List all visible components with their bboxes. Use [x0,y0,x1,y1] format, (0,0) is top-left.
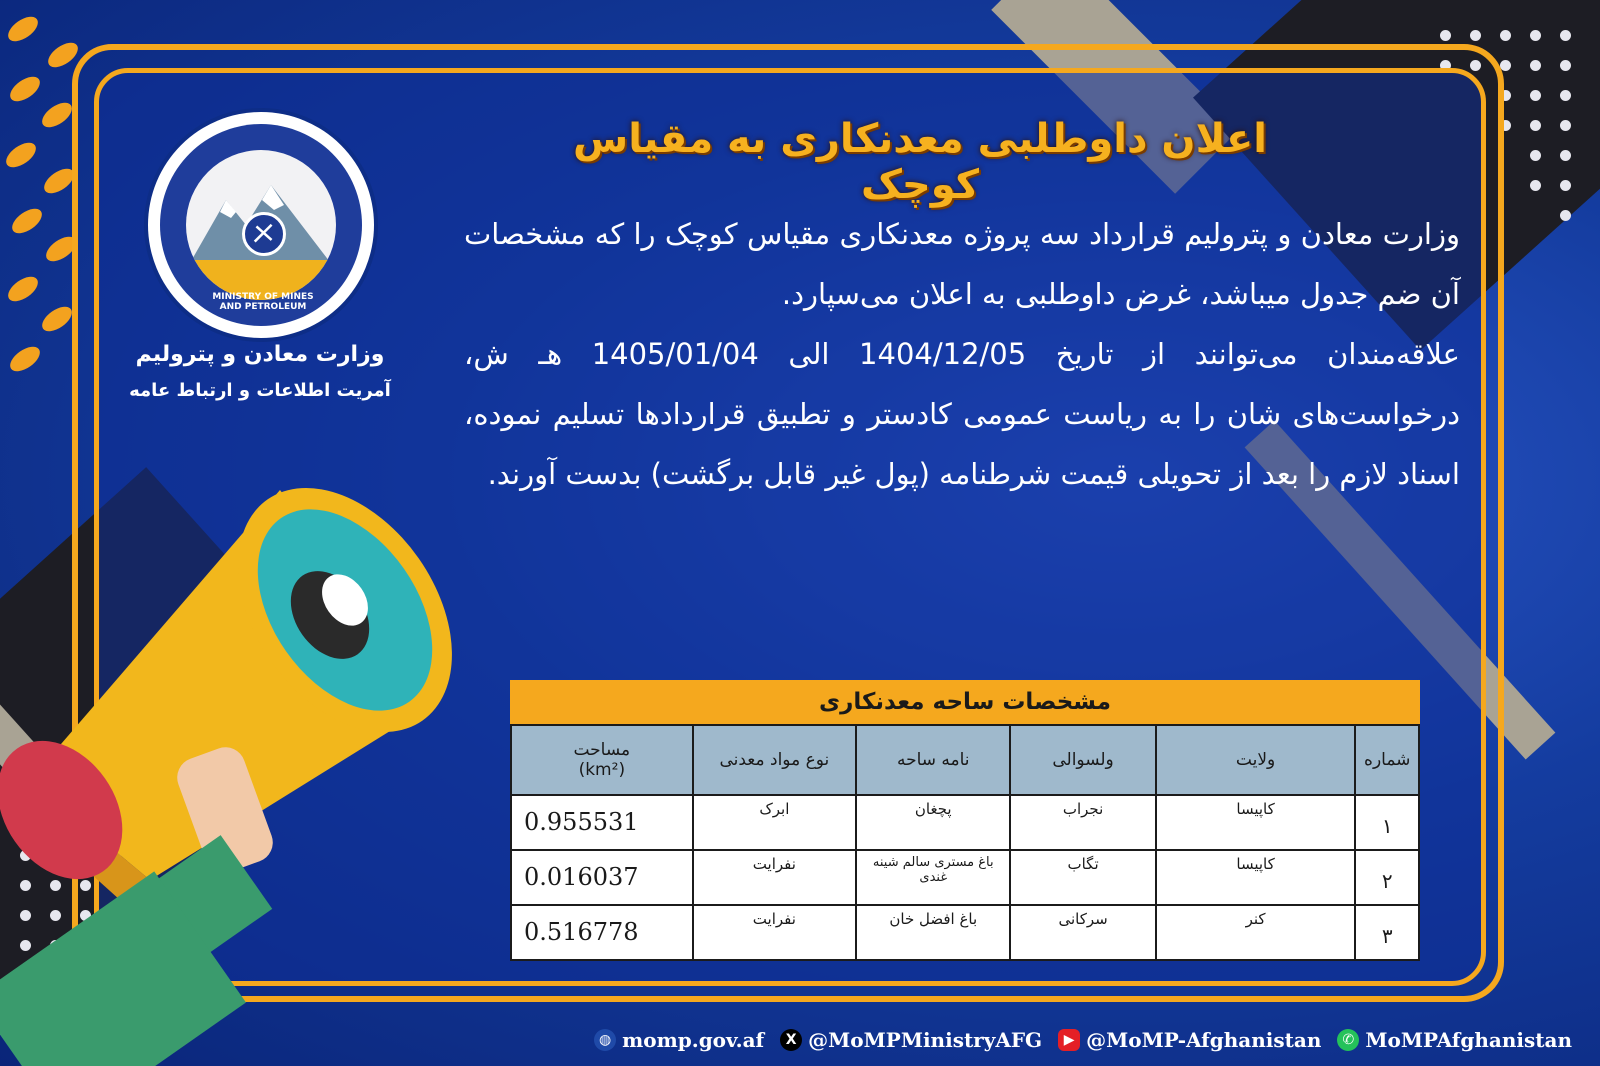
paragraph-1: وزارت معادن و پترولیم قرارداد سه پروژه معدنکاری مقیاس کوچک را که مشخصات آن ضم جدول میباشد، غرض داوطلبی به اعلان می‌سپارد. [464,217,1460,311]
megaphone-icon [0,450,470,1066]
website-text: momp.gov.af [622,1028,765,1052]
cell-area: 0.016037 [511,850,693,905]
social-footer [572,1022,1572,1058]
cell-district: تگاب [1010,850,1155,905]
col-site-name: نامه ساحه [856,725,1010,795]
x-handle-text: @MoMPMinistryAFG [808,1028,1043,1052]
logo-text-en: MINISTRY OF MINES AND PETROLEUM [212,292,314,312]
table-row [511,905,1419,960]
cell-district: سرکانی [1010,905,1155,960]
website-link[interactable] [594,1028,764,1052]
cell-mineral-type: نفرایت [693,905,856,960]
col-area-label: مساحت [573,740,631,760]
cell-number: ۲ [1355,850,1419,905]
table-row [511,850,1419,905]
mining-sites-table [510,680,1420,961]
cell-mineral-type: نفرایت [693,850,856,905]
col-area [511,725,693,795]
col-mineral-type: نوع مواد معدنی [693,725,856,795]
whatsapp-handle-text: MoMPAfghanistan [1365,1028,1572,1052]
youtube-icon: ▶ [1058,1029,1080,1051]
x-icon: X [780,1029,802,1051]
youtube-link[interactable] [1058,1028,1321,1052]
cell-number: ۱ [1355,795,1419,850]
organization-name: وزارت معادن و پترولیم [135,342,385,367]
pickaxe-icon [242,212,286,256]
cell-province: کاپیسا [1156,850,1356,905]
x-link[interactable] [780,1028,1042,1052]
col-province: ولایت [1156,725,1356,795]
organization-department: آمریت اطلاعات و ارتباط عامه [129,380,391,401]
cell-site-name: باغ افضل خان [856,905,1010,960]
announcement-title: اعلان داوطلبی معدنکاری به مقیاس کوچک [573,116,1267,208]
whatsapp-link[interactable] [1337,1028,1572,1052]
youtube-handle-text: @MoMP-Afghanistan [1086,1028,1322,1052]
table-row [511,795,1419,850]
cell-province: کنر [1156,905,1356,960]
paragraph-2: علاقه‌مندان می‌توانند از تاریخ 1404/12/05 الی 1405/01/04 هـ ش، درخواست‌های شان را به ریاست عمومی کادستر و تطبیق قراردادها تسلیم نموده، اسناد لازم را بعد از تحویلی قیمت شرطنامه (پول غیر قابل برگشت) بدست آورند. [464,337,1460,491]
announcement-body [464,204,1460,504]
cell-district: نجراب [1010,795,1155,850]
cell-province: کاپیسا [1156,795,1356,850]
table-grid [510,724,1420,961]
col-area-unit: (km²) [578,760,626,780]
ministry-logo [148,112,374,338]
cell-number: ۳ [1355,905,1419,960]
table-title: مشخصات ساحه معدنکاری [510,680,1420,724]
cell-area: 0.516778 [511,905,693,960]
cell-area: 0.955531 [511,795,693,850]
logo-emblem [186,150,336,300]
table-header-row [511,725,1419,795]
whatsapp-icon: ✆ [1337,1029,1359,1051]
col-number: شماره [1355,725,1419,795]
cell-site-name: پچغان [856,795,1010,850]
cell-site-name: باغ مستری سالم شینه غندی [856,850,1010,905]
col-district: ولسوالی [1010,725,1155,795]
cell-mineral-type: ابرک [693,795,856,850]
globe-icon: ◍ [594,1029,616,1051]
